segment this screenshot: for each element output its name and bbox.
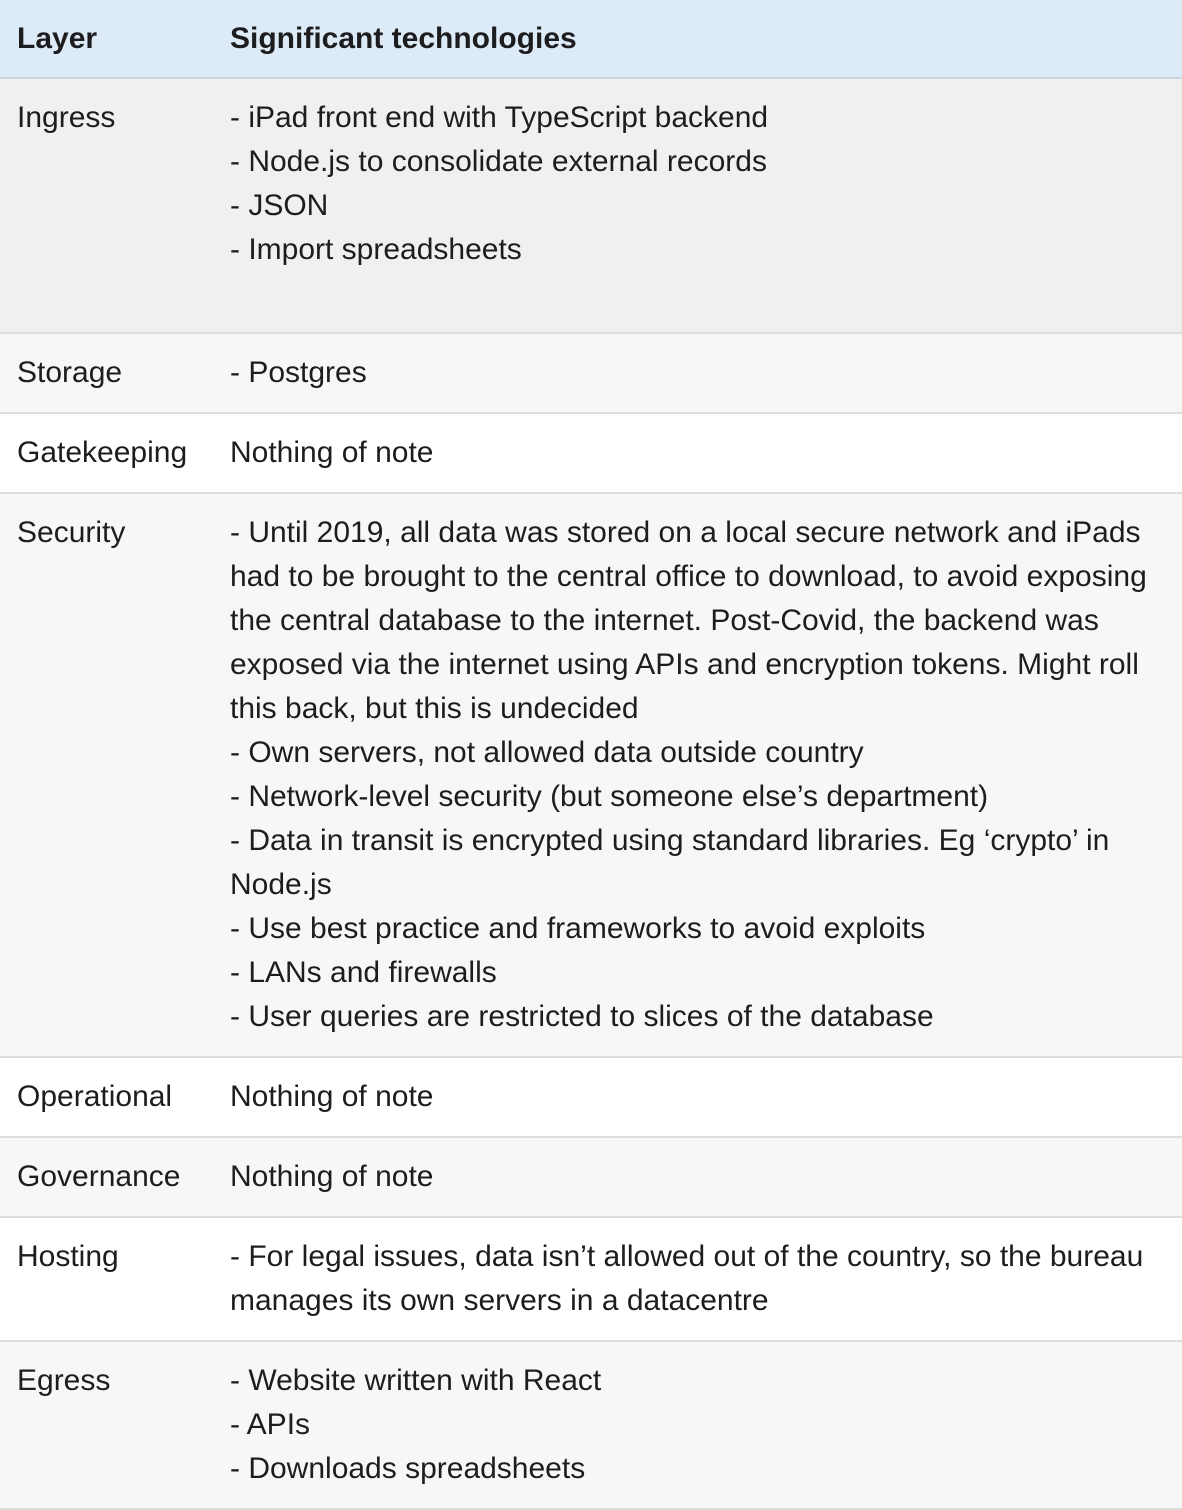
technology-line: - APIs — [230, 1408, 311, 1441]
technology-line: - Downloads spreadsheets — [230, 1452, 586, 1485]
technology-line: - Own servers, not allowed data outside country — [230, 736, 864, 769]
technology-line: - LANs and firewalls — [230, 956, 497, 989]
technologies-list — [230, 1075, 1178, 1119]
table-row-governance — [0, 1137, 1182, 1217]
table-row-ingress — [0, 78, 1182, 333]
technology-line: - Until 2019, all data was stored on a local secure network and iPads had to be brought to the central office to download, to avoid exposing the central database to the internet. Post-Covid, the backend was exposed via the internet using APIs and encryption tokens. Might roll this back, but this is undecided — [230, 516, 1147, 725]
technology-line: - Import spreadsheets — [230, 233, 522, 266]
technology-line: - iPad front end with TypeScript backend — [230, 101, 769, 134]
table-row-hosting — [0, 1217, 1182, 1341]
technologies-cell — [213, 333, 1182, 413]
layer-cell: Security — [0, 493, 213, 1057]
technology-line: - Website written with React — [230, 1364, 602, 1397]
table-row-security — [0, 493, 1182, 1057]
technologies-cell — [213, 1137, 1182, 1217]
technologies-cell — [213, 493, 1182, 1057]
layer-cell: Ingress — [0, 78, 213, 333]
header-layer: Layer — [0, 0, 213, 78]
technologies-cell — [213, 413, 1182, 493]
technology-line: Nothing of note — [230, 436, 434, 469]
layer-cell: Egress — [0, 1341, 213, 1509]
technology-line: - JSON — [230, 189, 329, 222]
technologies-cell — [213, 1057, 1182, 1137]
layer-cell: Storage — [0, 333, 213, 413]
header-row — [0, 0, 1182, 78]
layer-cell: Governance — [0, 1137, 213, 1217]
technologies-cell — [213, 1217, 1182, 1341]
technologies-list — [230, 1235, 1178, 1323]
technology-line: - Use best practice and frameworks to avoid exploits — [230, 912, 926, 945]
table-row-operational — [0, 1057, 1182, 1137]
technology-line: - Node.js to consolidate external records — [230, 145, 767, 178]
technologies-list — [230, 431, 1178, 475]
header-technologies: Significant technologies — [213, 0, 1182, 78]
technologies-list — [230, 511, 1178, 1039]
table-row-storage — [0, 333, 1182, 413]
technology-line: Nothing of note — [230, 1080, 434, 1113]
technology-line: - For legal issues, data isn’t allowed out of the country, so the bureau manages its own servers in a datacentre — [230, 1240, 1144, 1317]
table-body — [0, 78, 1182, 1509]
technologies-list — [230, 1155, 1178, 1199]
technology-line: - User queries are restricted to slices of the database — [230, 1000, 934, 1033]
table-header — [0, 0, 1182, 78]
technology-line: - Data in transit is encrypted using standard libraries. Eg ‘crypto’ in Node.js — [230, 824, 1110, 901]
layer-cell: Operational — [0, 1057, 213, 1137]
layer-cell: Gatekeeping — [0, 413, 213, 493]
technologies-list — [230, 96, 1178, 272]
technologies-list — [230, 1359, 1178, 1491]
layer-cell: Hosting — [0, 1217, 213, 1341]
technologies-cell — [213, 78, 1182, 333]
technology-line: Nothing of note — [230, 1160, 434, 1193]
table-row-gatekeeping — [0, 413, 1182, 493]
technology-line: - Network-level security (but someone else’s department) — [230, 780, 989, 813]
technology-line: - Postgres — [230, 356, 367, 389]
technologies-list — [230, 351, 1178, 395]
